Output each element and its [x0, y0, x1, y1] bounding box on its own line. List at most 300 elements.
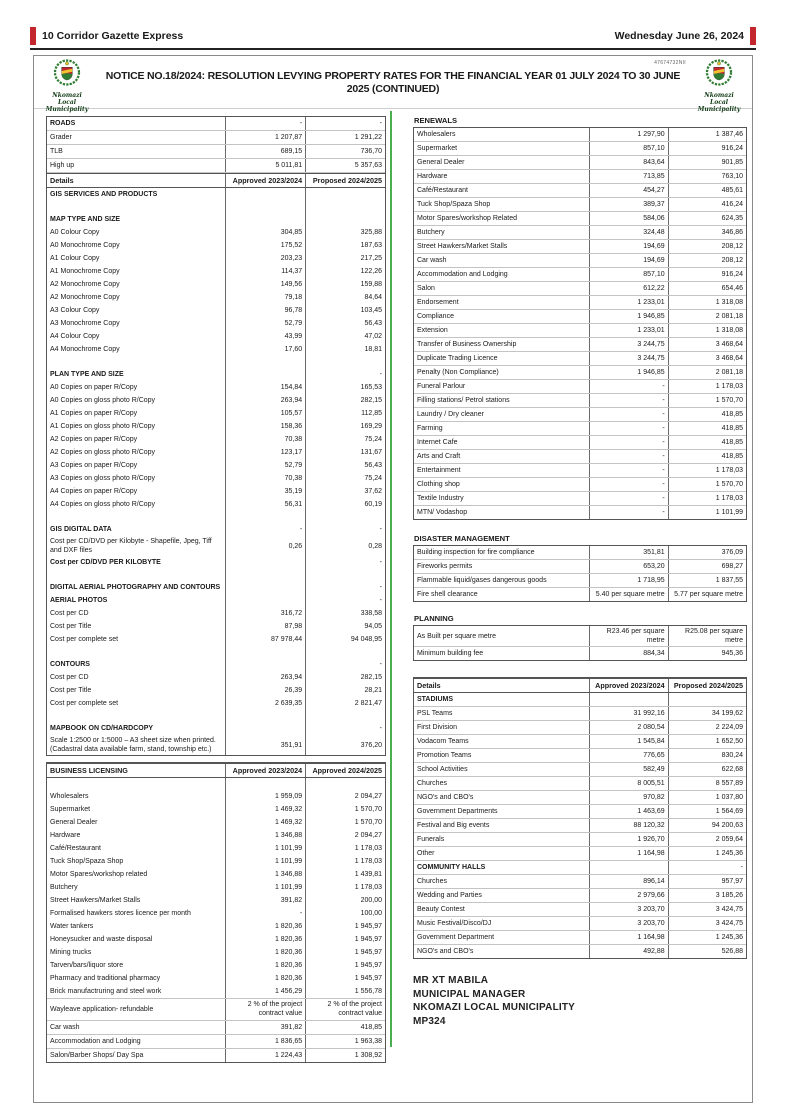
- value-proposed: [305, 778, 385, 790]
- table-row: [414, 338, 746, 352]
- table-header-row: [47, 173, 385, 188]
- table-row: [47, 304, 385, 317]
- table-row: [47, 959, 385, 972]
- value-approved: [225, 188, 305, 201]
- value-proposed: 624,35: [668, 212, 746, 225]
- row-label: [47, 511, 225, 523]
- disaster-management-table: [413, 545, 747, 602]
- value-approved: 154,84: [225, 381, 305, 394]
- row-label: [47, 778, 225, 790]
- value-proposed: 100,00: [305, 907, 385, 920]
- value-proposed: 418,85: [668, 450, 746, 463]
- table-header-row: [414, 678, 746, 693]
- value-approved: 1 946,85: [589, 366, 667, 379]
- row-label: Churches: [417, 780, 447, 788]
- value-proposed: 5 357,63: [305, 159, 385, 172]
- row-label: PLAN TYPE AND SIZE: [50, 370, 124, 378]
- value-approved: 0,26: [225, 536, 305, 556]
- value-proposed: R25.08 per square metre: [668, 626, 746, 646]
- value-proposed: 1 570,70: [305, 816, 385, 829]
- row-label: A3 Copies on paper R/Copy: [50, 461, 138, 469]
- table-row: [47, 594, 385, 607]
- notice-box: [33, 55, 753, 1103]
- table-row: [47, 816, 385, 829]
- value-approved: -: [589, 408, 667, 421]
- value-proposed: -: [305, 581, 385, 594]
- value-approved: 1 101,99: [225, 881, 305, 894]
- value-approved: -: [589, 380, 667, 393]
- value-approved: 52,79: [225, 459, 305, 472]
- table-row: [47, 972, 385, 985]
- table-row: [414, 889, 746, 903]
- value-approved: [225, 594, 305, 607]
- value-proposed: 1 945,97: [305, 946, 385, 959]
- value-approved: 2 979,66: [589, 889, 667, 902]
- row-label: A2 Copies on gloss photo R/Copy: [50, 448, 156, 456]
- value-approved: -: [225, 523, 305, 536]
- table-row: [47, 159, 385, 173]
- value-proposed: 830,24: [668, 749, 746, 762]
- value-approved: Approved 2023/2024: [225, 764, 305, 777]
- table-row: [414, 464, 746, 478]
- value-approved: -: [225, 907, 305, 920]
- row-label: A3 Monochrome Copy: [50, 319, 120, 327]
- row-label: STADIUMS: [417, 696, 454, 704]
- value-proposed: 2 094,27: [305, 829, 385, 842]
- table-row: [47, 131, 385, 145]
- row-label: Textile Industry: [417, 494, 464, 502]
- value-approved: 896,14: [589, 875, 667, 888]
- value-approved: 1 456,29: [225, 985, 305, 998]
- value-proposed: 169,29: [305, 420, 385, 433]
- value-approved: 123,17: [225, 446, 305, 459]
- row-label: As Built per square metre: [417, 632, 496, 640]
- value-proposed: 1 245,36: [668, 931, 746, 944]
- value-approved: 1 164,98: [589, 847, 667, 860]
- table-row: [47, 697, 385, 710]
- value-proposed: [305, 213, 385, 226]
- value-approved: 391,82: [225, 894, 305, 907]
- value-approved: 79,18: [225, 291, 305, 304]
- value-proposed: 654,46: [668, 282, 746, 295]
- value-approved: 584,06: [589, 212, 667, 225]
- value-approved: 31 992,16: [589, 707, 667, 720]
- table-row: [47, 855, 385, 868]
- value-proposed: 376,09: [668, 546, 746, 559]
- value-approved: 970,82: [589, 791, 667, 804]
- row-label: Entertainment: [417, 466, 461, 474]
- row-label: A4 Copies on paper R/Copy: [50, 487, 138, 495]
- table-row: [47, 985, 385, 999]
- row-label: Cost per complete set: [50, 700, 119, 708]
- value-proposed: 1 945,97: [305, 959, 385, 972]
- value-approved: 689,15: [225, 145, 305, 158]
- row-label: A1 Copies on gloss photo R/Copy: [50, 422, 156, 430]
- value-proposed: 1 556,78: [305, 985, 385, 998]
- signatory-name: MR XT MABILA: [413, 975, 489, 987]
- row-label: Arts and Craft: [417, 452, 461, 460]
- value-proposed: 34 199,62: [668, 707, 746, 720]
- row-label: A4 Colour Copy: [50, 332, 100, 340]
- table-row: [47, 213, 385, 226]
- row-label: Accommodation and Lodging: [417, 270, 508, 278]
- table-row: [414, 693, 746, 707]
- table-row: [414, 777, 746, 791]
- table-row: [47, 381, 385, 394]
- table-row: [414, 142, 746, 156]
- table-row: [47, 472, 385, 485]
- row-label: [47, 646, 225, 658]
- value-approved: 391,82: [225, 1021, 305, 1034]
- gis-rates-table: [46, 116, 386, 756]
- row-label: ROADS: [50, 119, 76, 127]
- notice-title: NOTICE NO.18/2024: RESOLUTION LEVYING PROPERTY RATES FOR THE FINANCIAL YEAR 01 JULY 2024 TO 30 JUNE 2025 (CONTINUED): [105, 70, 681, 96]
- value-proposed: 418,85: [305, 1021, 385, 1034]
- table-row: [47, 569, 385, 581]
- row-label: [47, 356, 225, 368]
- row-label: PSL Teams: [417, 710, 453, 718]
- left-column: [46, 116, 386, 1063]
- table-row: [47, 433, 385, 446]
- value-proposed: 217,25: [305, 252, 385, 265]
- value-proposed: 485,61: [668, 184, 746, 197]
- value-approved: 1 820,36: [225, 959, 305, 972]
- row-label: Flammable liquid/gases dangerous goods: [417, 576, 547, 584]
- value-proposed: 28,21: [305, 684, 385, 697]
- table-row: [414, 380, 746, 394]
- value-approved: 1 164,98: [589, 931, 667, 944]
- row-label: A0 Copies on gloss photo R/Copy: [50, 396, 156, 404]
- value-proposed: 1 945,97: [305, 972, 385, 985]
- row-label: A4 Monochrome Copy: [50, 345, 120, 353]
- value-proposed: 3 468,64: [668, 338, 746, 351]
- row-label: Minimum building fee: [417, 650, 484, 658]
- value-proposed: 1 291,22: [305, 131, 385, 144]
- table-row: [47, 485, 385, 498]
- value-approved: 96,78: [225, 304, 305, 317]
- value-approved: 87 978,44: [225, 633, 305, 646]
- value-approved: 2 % of the project contract value: [225, 999, 305, 1019]
- column-divider: [390, 111, 392, 1047]
- value-approved: R23.46 per square metre: [589, 626, 667, 646]
- value-approved: 1 207,87: [225, 131, 305, 144]
- table-row: [47, 1035, 385, 1049]
- value-approved: 1 545,84: [589, 735, 667, 748]
- value-proposed: 416,24: [668, 198, 746, 211]
- table-row: [414, 198, 746, 212]
- business-licensing-table: [46, 762, 386, 1062]
- row-label: Music Festival/Disco/DJ: [417, 920, 492, 928]
- row-label: Supermarket: [50, 806, 91, 814]
- value-proposed: 112,85: [305, 407, 385, 420]
- table-row: [47, 117, 385, 131]
- value-approved: 87,98: [225, 620, 305, 633]
- value-approved: -: [589, 436, 667, 449]
- value-proposed: 18,81: [305, 343, 385, 356]
- value-proposed: 2 094,27: [305, 790, 385, 803]
- value-proposed: 1 308,92: [305, 1049, 385, 1062]
- value-approved: [225, 213, 305, 226]
- table-row: [414, 560, 746, 574]
- value-proposed: 945,36: [668, 647, 746, 660]
- row-label: Beauty Contest: [417, 906, 465, 914]
- value-approved: 158,36: [225, 420, 305, 433]
- table-row: [47, 778, 385, 790]
- row-label: Cost per Title: [50, 687, 92, 695]
- row-label: Hardware: [417, 172, 448, 180]
- disaster-section-title: DISASTER MANAGEMENT: [414, 534, 510, 543]
- row-label: Cost per complete set: [50, 636, 119, 644]
- table-row: [47, 368, 385, 381]
- row-label: [47, 201, 225, 213]
- value-proposed: 2 224,09: [668, 721, 746, 734]
- value-proposed: 2 % of the project contract value: [305, 999, 385, 1019]
- value-approved: 1 233,01: [589, 324, 667, 337]
- row-label: NGO's and CBO's: [417, 948, 474, 956]
- table-row: [414, 282, 746, 296]
- value-approved: Approved 2023/2024: [225, 174, 305, 187]
- value-approved: 2 080,54: [589, 721, 667, 734]
- value-approved: 3 244,75: [589, 338, 667, 351]
- value-approved: 1 463,69: [589, 805, 667, 818]
- value-proposed: 2 081,18: [668, 366, 746, 379]
- row-label: Other: [417, 850, 435, 858]
- value-proposed: 526,88: [668, 945, 746, 958]
- value-proposed: 325,88: [305, 226, 385, 239]
- value-approved: -: [589, 506, 667, 519]
- value-approved: 2 639,35: [225, 697, 305, 710]
- table-row: [414, 240, 746, 254]
- table-row: [414, 184, 746, 198]
- value-proposed: 346,86: [668, 226, 746, 239]
- value-proposed: 901,85: [668, 156, 746, 169]
- table-row: [414, 819, 746, 833]
- value-proposed: [668, 693, 746, 706]
- value-approved: 70,38: [225, 472, 305, 485]
- value-proposed: 418,85: [668, 422, 746, 435]
- value-approved: 56,31: [225, 498, 305, 511]
- value-approved: 194,69: [589, 254, 667, 267]
- table-row: [47, 671, 385, 684]
- row-label: Cost per CD: [50, 610, 89, 618]
- value-approved: 1 820,36: [225, 946, 305, 959]
- table-row: [414, 626, 746, 647]
- value-approved: 43,99: [225, 330, 305, 343]
- row-label: Clothing shop: [417, 480, 460, 488]
- value-approved: 263,94: [225, 671, 305, 684]
- row-label: Cost per CD/DVD PER KILOBYTE: [50, 559, 161, 567]
- table-row: [414, 917, 746, 931]
- value-approved: 203,23: [225, 252, 305, 265]
- value-proposed: 1 570,70: [305, 803, 385, 816]
- row-label: [47, 710, 225, 722]
- row-label: Internet Cafe: [417, 438, 458, 446]
- masthead-red-bar-right: [750, 27, 756, 45]
- value-approved: 1 469,32: [225, 803, 305, 816]
- table-row: [414, 408, 746, 422]
- value-proposed: 5.77 per square metre: [668, 588, 746, 601]
- table-row: [414, 833, 746, 847]
- row-label: Cost per Title: [50, 623, 92, 631]
- value-proposed: [305, 201, 385, 213]
- right-column: [413, 116, 747, 1028]
- value-approved: [225, 710, 305, 722]
- row-label: Cost per CD/DVD per Kilobyte - Shapefile, Jpeg, Tiff and DXF files: [50, 538, 212, 555]
- row-label: Wholesalers: [417, 130, 456, 138]
- value-proposed: 763,10: [668, 170, 746, 183]
- value-approved: 1 346,88: [225, 829, 305, 842]
- value-approved: 3 244,75: [589, 352, 667, 365]
- value-proposed: 418,85: [668, 408, 746, 421]
- value-proposed: [305, 188, 385, 201]
- value-approved: 1 233,01: [589, 296, 667, 309]
- row-label: Accommodation and Lodging: [50, 1037, 141, 1045]
- table-row: [414, 366, 746, 380]
- table-row: [47, 933, 385, 946]
- value-approved: 175,52: [225, 239, 305, 252]
- row-label: Festival and Big events: [417, 822, 490, 830]
- value-approved: 263,94: [225, 394, 305, 407]
- value-approved: -: [225, 117, 305, 130]
- row-label: Churches: [417, 878, 447, 886]
- table-row: [414, 394, 746, 408]
- value-approved: 88 120,32: [589, 819, 667, 832]
- row-label: Butchery: [417, 228, 445, 236]
- value-proposed: [305, 569, 385, 581]
- row-label: TLB: [50, 147, 63, 155]
- row-label: Extension: [417, 326, 448, 334]
- value-proposed: 47,02: [305, 330, 385, 343]
- masthead-rule: [30, 48, 756, 50]
- value-proposed: 376,20: [305, 735, 385, 755]
- value-approved: 324,48: [589, 226, 667, 239]
- row-label: Honeysucker and waste disposal: [50, 936, 153, 944]
- value-approved: 1 836,65: [225, 1035, 305, 1048]
- value-approved: 5 011,81: [225, 159, 305, 172]
- masthead: [30, 27, 756, 45]
- municipality-logo-left: [38, 59, 96, 114]
- value-approved: 114,37: [225, 265, 305, 278]
- row-label: NGO's and CBO's: [417, 794, 474, 802]
- value-proposed: Proposed 2024/2025: [668, 679, 746, 692]
- row-label: A2 Monochrome Copy: [50, 293, 120, 301]
- table-row: [47, 343, 385, 356]
- row-label: A4 Copies on gloss photo R/Copy: [50, 500, 156, 508]
- value-approved: 304,85: [225, 226, 305, 239]
- value-proposed: 200,00: [305, 894, 385, 907]
- row-label: MTN/ Vodashop: [417, 508, 468, 516]
- table-row: [47, 498, 385, 511]
- table-row: [47, 145, 385, 159]
- table-row: [47, 201, 385, 213]
- planning-table: [413, 625, 747, 661]
- table-row: [414, 805, 746, 819]
- table-row: [47, 735, 385, 755]
- value-approved: 70,38: [225, 433, 305, 446]
- value-approved: 612,22: [589, 282, 667, 295]
- value-approved: -: [589, 450, 667, 463]
- row-label: CONTOURS: [50, 661, 90, 669]
- masthead-red-bar-left: [30, 27, 36, 45]
- value-proposed: 1 387,46: [668, 128, 746, 141]
- value-approved: [225, 658, 305, 671]
- row-label: Car wash: [50, 1023, 80, 1031]
- table-row: [47, 894, 385, 907]
- row-label: Butchery: [50, 884, 78, 892]
- value-proposed: 56,43: [305, 459, 385, 472]
- row-label: Funeral Parlour: [417, 382, 466, 390]
- row-label: Café/Restaurant: [50, 845, 101, 853]
- row-label: Wayleave application- refundable: [50, 1005, 154, 1013]
- value-proposed: 122,26: [305, 265, 385, 278]
- value-approved: 1 718,95: [589, 574, 667, 587]
- row-label: Promotion Teams: [417, 752, 472, 760]
- row-label: Café/Restaurant: [417, 186, 468, 194]
- value-proposed: 916,24: [668, 268, 746, 281]
- table-row: [414, 588, 746, 601]
- value-approved: 492,88: [589, 945, 667, 958]
- value-approved: 454,27: [589, 184, 667, 197]
- table-row: [47, 946, 385, 959]
- value-approved: 316,72: [225, 607, 305, 620]
- value-proposed: 1 652,50: [668, 735, 746, 748]
- row-label: Laundry / Dry cleaner: [417, 410, 484, 418]
- row-label: Details: [417, 681, 441, 690]
- value-approved: 857,10: [589, 268, 667, 281]
- table-row: [47, 291, 385, 304]
- value-approved: -: [589, 478, 667, 491]
- value-proposed: 2 081,18: [668, 310, 746, 323]
- value-proposed: 1 101,99: [668, 506, 746, 519]
- value-proposed: 418,85: [668, 436, 746, 449]
- value-approved: [225, 569, 305, 581]
- row-label: General Dealer: [50, 819, 98, 827]
- table-row: [414, 847, 746, 861]
- row-label: First Division: [417, 724, 458, 732]
- table-row: [414, 875, 746, 889]
- table-row: [47, 252, 385, 265]
- value-proposed: 94 200,63: [668, 819, 746, 832]
- row-label: High up: [50, 161, 75, 169]
- table-row: [47, 278, 385, 291]
- value-approved: 1 224,43: [225, 1049, 305, 1062]
- row-label: Government Department: [417, 934, 495, 942]
- row-label: GIS SERVICES AND PRODUCTS: [50, 190, 158, 198]
- value-proposed: 8 557,89: [668, 777, 746, 790]
- value-proposed: 1 564,69: [668, 805, 746, 818]
- table-row: [47, 881, 385, 894]
- row-label: A1 Monochrome Copy: [50, 267, 120, 275]
- table-row: [47, 317, 385, 330]
- value-proposed: 1 178,03: [668, 492, 746, 505]
- value-proposed: 75,24: [305, 433, 385, 446]
- value-proposed: [305, 356, 385, 368]
- row-label: Transfer of Business Ownership: [417, 340, 517, 348]
- row-label: Government Departments: [417, 808, 498, 816]
- value-approved: [225, 722, 305, 735]
- value-approved: [225, 201, 305, 213]
- table-row: [47, 581, 385, 594]
- table-row: [47, 1049, 385, 1062]
- value-proposed: 1 245,36: [668, 847, 746, 860]
- value-proposed: Proposed 2024/2025: [305, 174, 385, 187]
- value-proposed: 3 424,75: [668, 917, 746, 930]
- value-approved: 26,39: [225, 684, 305, 697]
- value-proposed: -: [305, 368, 385, 381]
- value-proposed: -: [305, 658, 385, 671]
- row-label: Grader: [50, 133, 72, 141]
- value-proposed: 187,63: [305, 239, 385, 252]
